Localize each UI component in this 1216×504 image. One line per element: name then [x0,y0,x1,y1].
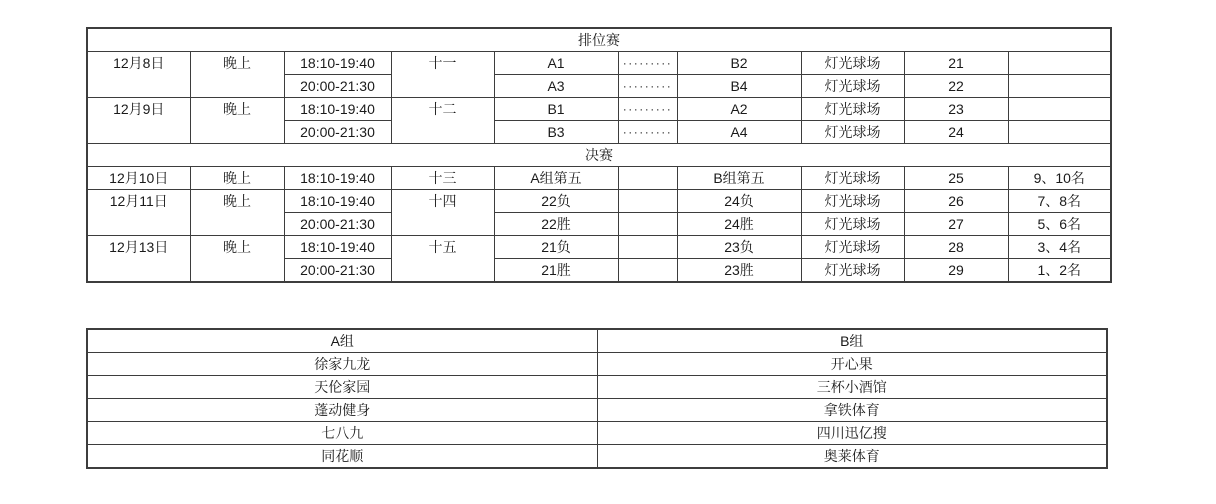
schedule-team-b-cell: A2 [677,98,801,121]
groups-table [86,328,1108,469]
schedule-team-a-cell: A1 [494,52,618,75]
schedule-team-a-cell: B3 [494,121,618,144]
schedule-venue-cell: 灯光球场 [801,190,904,213]
schedule-match-no-cell: 25 [904,167,1008,190]
schedule-team-b-cell: 24胜 [677,213,801,236]
schedule-time-cell: 18:10-19:40 [284,52,391,75]
schedule-team-a-cell: 22负 [494,190,618,213]
schedule-date-cell: 12月11日 [87,190,190,236]
schedule-venue-cell: 灯光球场 [801,213,904,236]
schedule-time-cell: 18:10-19:40 [284,236,391,259]
group-b-team-cell: 三杯小酒馆 [597,376,1107,399]
schedule-period-cell: 晚上 [190,98,284,144]
schedule-team-a-cell: A3 [494,75,618,98]
schedule-rank-cell: 5、6名 [1008,213,1111,236]
section-title-ranking: 排位赛 [87,28,1111,52]
schedule-period-cell: 晚上 [190,52,284,98]
table-row [87,422,1107,445]
schedule-venue-cell: 灯光球场 [801,259,904,283]
group-a-team-cell: 蓬动健身 [87,399,597,422]
section-title-final: 决赛 [87,144,1111,167]
schedule-team-a-cell: 22胜 [494,213,618,236]
group-a-team-cell: 同花顺 [87,445,597,469]
table-row [87,329,1107,353]
schedule-vs-dots-cell [618,213,677,236]
schedule-date-cell: 12月8日 [87,52,190,98]
table-row [87,190,1111,213]
schedule-venue-cell: 灯光球场 [801,98,904,121]
schedule-vs-dots-cell [618,167,677,190]
group-a-team-cell: 徐家九龙 [87,353,597,376]
schedule-round-cell: 十三 [391,167,494,190]
schedule-vs-dots-cell [618,190,677,213]
schedule-team-b-cell: 23负 [677,236,801,259]
schedule-vs-dots-cell [618,236,677,259]
schedule-match-no-cell: 23 [904,98,1008,121]
schedule-date-cell: 12月13日 [87,236,190,283]
table-row [87,445,1107,469]
schedule-date-cell: 12月9日 [87,98,190,144]
schedule-vs-dots-cell: ········· [618,98,677,121]
schedule-venue-cell: 灯光球场 [801,52,904,75]
schedule-time-cell: 20:00-21:30 [284,121,391,144]
schedule-period-cell: 晚上 [190,167,284,190]
schedule-round-cell: 十五 [391,236,494,283]
group-b-header: B组 [597,329,1107,353]
schedule-match-no-cell: 24 [904,121,1008,144]
schedule-match-no-cell: 21 [904,52,1008,75]
group-b-team-cell: 拿铁体育 [597,399,1107,422]
schedule-team-b-cell: B2 [677,52,801,75]
schedule-team-a-cell: B1 [494,98,618,121]
group-a-header: A组 [87,329,597,353]
schedule-team-a-cell: 21胜 [494,259,618,283]
schedule-rank-cell: 9、10名 [1008,167,1111,190]
schedule-team-a-cell: A组第五 [494,167,618,190]
schedule-match-no-cell: 27 [904,213,1008,236]
table-row [87,236,1111,259]
schedule-venue-cell: 灯光球场 [801,121,904,144]
schedule-team-b-cell: A4 [677,121,801,144]
schedule-rank-cell: 7、8名 [1008,190,1111,213]
schedule-rank-cell [1008,121,1111,144]
table-row [87,28,1111,52]
schedule-team-b-cell: 24负 [677,190,801,213]
schedule-vs-dots-cell: ········· [618,52,677,75]
schedule-match-no-cell: 26 [904,190,1008,213]
table-row [87,399,1107,422]
schedule-venue-cell: 灯光球场 [801,75,904,98]
group-b-team-cell: 开心果 [597,353,1107,376]
schedule-date-cell: 12月10日 [87,167,190,190]
group-b-team-cell: 四川迅亿搜 [597,422,1107,445]
schedule-team-a-cell: 21负 [494,236,618,259]
schedule-vs-dots-cell: ········· [618,121,677,144]
table-row [87,353,1107,376]
schedule-team-b-cell: 23胜 [677,259,801,283]
table-row [87,98,1111,121]
table-row [87,376,1107,399]
schedule-match-no-cell: 29 [904,259,1008,283]
schedule-time-cell: 20:00-21:30 [284,259,391,283]
schedule-match-no-cell: 28 [904,236,1008,259]
schedule-round-cell: 十四 [391,190,494,236]
schedule-period-cell: 晚上 [190,190,284,236]
schedule-time-cell: 20:00-21:30 [284,75,391,98]
table-row [87,167,1111,190]
group-b-team-cell: 奥莱体育 [597,445,1107,469]
schedule-rank-cell [1008,52,1111,75]
schedule-table [86,27,1112,283]
schedule-time-cell: 18:10-19:40 [284,167,391,190]
schedule-venue-cell: 灯光球场 [801,167,904,190]
schedule-rank-cell: 3、4名 [1008,236,1111,259]
schedule-rank-cell [1008,98,1111,121]
group-a-team-cell: 天伦家园 [87,376,597,399]
schedule-round-cell: 十一 [391,52,494,98]
schedule-team-b-cell: B4 [677,75,801,98]
schedule-rank-cell [1008,75,1111,98]
table-row [87,144,1111,167]
group-a-team-cell: 七八九 [87,422,597,445]
schedule-time-cell: 18:10-19:40 [284,190,391,213]
schedule-venue-cell: 灯光球场 [801,236,904,259]
schedule-vs-dots-cell [618,259,677,283]
schedule-round-cell: 十二 [391,98,494,144]
schedule-rank-cell: 1、2名 [1008,259,1111,283]
schedule-time-cell: 18:10-19:40 [284,98,391,121]
schedule-team-b-cell: B组第五 [677,167,801,190]
table-row [87,52,1111,75]
schedule-period-cell: 晚上 [190,236,284,283]
schedule-time-cell: 20:00-21:30 [284,213,391,236]
schedule-match-no-cell: 22 [904,75,1008,98]
schedule-vs-dots-cell: ········· [618,75,677,98]
